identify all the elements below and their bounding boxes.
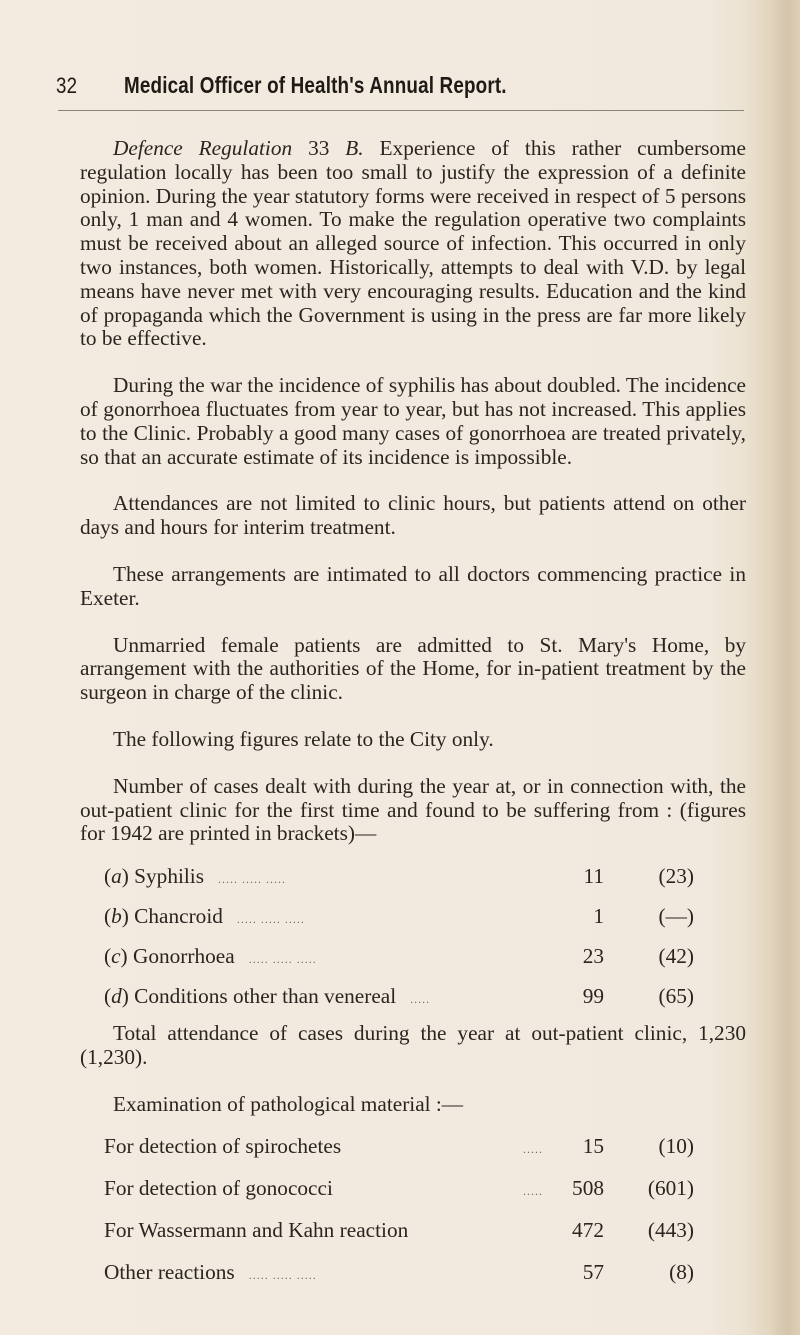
exam-table (104, 1125, 694, 1293)
table-row: (d) Conditions other than venereal ..... 99 (65) (104, 984, 694, 1009)
paragraph-exam-intro: Examination of pathological material :— (113, 1091, 464, 1116)
paragraph-attendances: Attendances are not limited to clinic hours, but patients attend on other days and hours for interim treatment. (80, 491, 746, 540)
cases-table (104, 856, 694, 1016)
table-row: Other reactions ..... ..... ..... 57 (8) (104, 1259, 694, 1284)
defence-regulation-italic: Defence Regulation (113, 136, 293, 160)
table-row: (c) Gonorrhoea ..... ..... ..... 23 (42) (104, 944, 694, 969)
paragraph-unmarried-patients: Unmarried female patients are admitted to St. Mary's Home, by arrangement with the authorities of the Home, for in-patient treatment by the surgeon in charge of the clinic. (80, 632, 746, 705)
table-row: (a) Syphilis ..... ..... ..... 11 (23) (104, 864, 694, 889)
paragraph-defence-regulation: Defence Regulation 33 B. Experience of this rather cumbersome regulation locally has been too small to justify the expression of a definite opinion. During the year statutory forms were received in respect of 5 persons only, 1 man and 4 women. To make the regulation operative two complaints must be received about an alleged source of infection. This occurred in only two instances, both women. Historically, attempts to deal with V.D. by legal means have never met with very encouraging results. Education and the kind of propaganda which the Government is using in the press are far more likely to be effective. (80, 136, 746, 351)
table-row: (b) Chancroid ..... ..... ..... 1 (—) (104, 904, 694, 929)
running-header (56, 72, 756, 112)
paragraph-arrangements: These arrangements are intimated to all doctors commencing practice in Exeter. (80, 561, 746, 610)
paragraph-cases-intro: Number of cases dealt with during the year at, or in connection with, the out-patient clinic for the first time and found to be suffering from : (figures for 1942 are printed in brackets)— (80, 773, 746, 846)
paragraph-city-only: The following figures relate to the City only. (113, 726, 494, 751)
paragraph-total-attendance: Total attendance of cases during the year at out-patient clinic, 1,230 (1,230). (80, 1021, 746, 1069)
body-text (80, 120, 746, 1293)
table-row: For detection of gonococci ..... 508 (601) (104, 1175, 694, 1200)
report-title: Medical Officer of Health's Annual Report. (124, 72, 507, 98)
table-row: For Wassermann and Kahn reaction 472 (443) (104, 1217, 694, 1242)
page-number: 32 (56, 73, 78, 98)
paragraph-war-incidence: During the war the incidence of syphilis has about doubled. The incidence of gonorrhoea fluctuates from year to year, but has not increased. This applies to the Clinic. Probably a good many cases of gonorrhoea are treated privately, so that an accurate estimate of its incidence is impossible. (80, 373, 746, 469)
header-rule (58, 110, 744, 111)
binding-shadow (770, 0, 800, 1335)
table-row: For detection of spirochetes ..... 15 (10) (104, 1133, 694, 1158)
